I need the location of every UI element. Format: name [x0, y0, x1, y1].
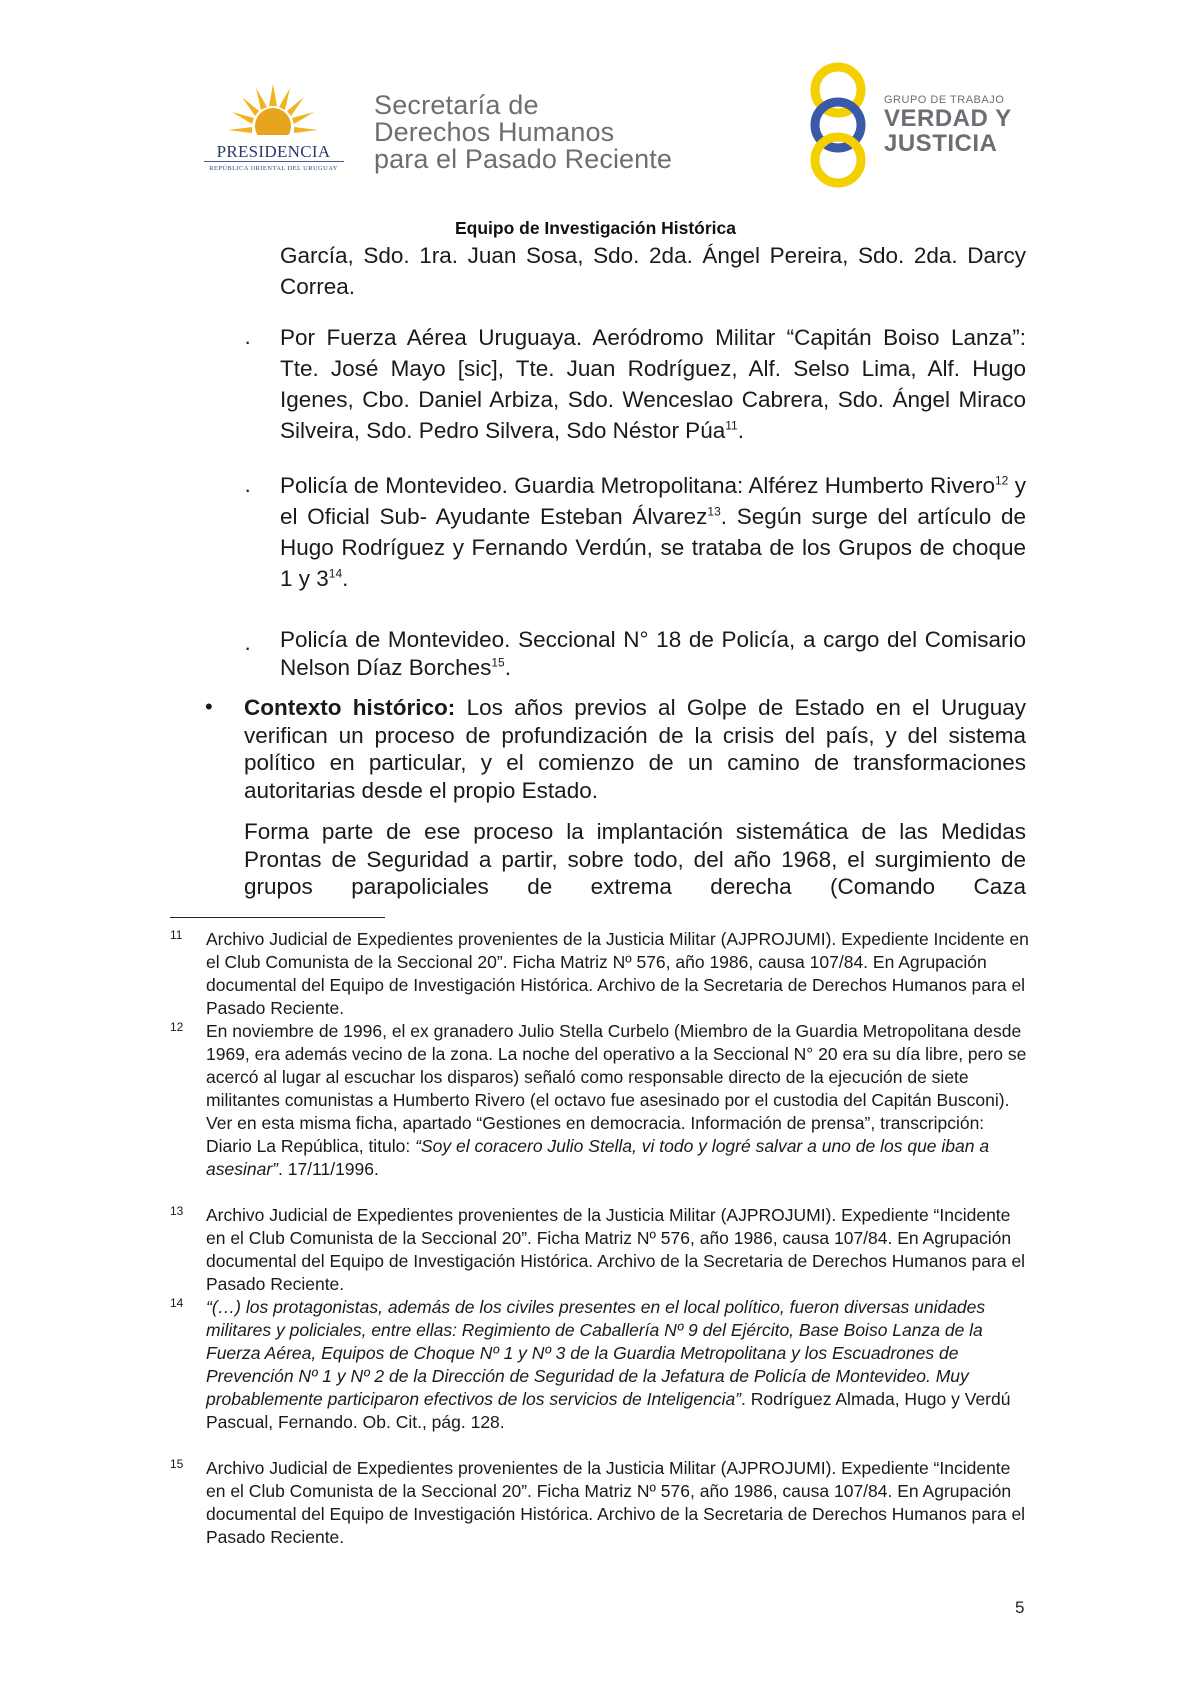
- bullet-dot: ·: [244, 329, 252, 354]
- footnote-text: Archivo Judicial de Expedientes provenientes de la Justicia Militar (AJPROJUMI). Expediente “Incidente en el Club Comunista de la Seccional 20”. Ficha Matriz Nº 576, año 1986, causa 107/84. En Agrupación documental del Equipo de Investigación Histórica. Archivo de la Secretaria de Derechos Humanos para el Pasado Reciente.: [206, 1205, 1026, 1294]
- footnote-italic: “Soy el coracero Julio Stella, vi todo y logré salvar a uno de los que iban a asesinar”: [206, 1136, 990, 1179]
- footnote-body: En noviembre de 1996, el ex granadero Julio Stella Curbelo (Miembro de la Guardia Metropolitana desde 1969, era además vecino de la zona. La noche del operativo a la Seccional N° 20 era su día libre, pero se acercó al lugar al escuchar los disparos) señaló como responsable directo de la ejecución de siete militantes comunistas a Humberto Rivero (el octavo fue asesinado por el custodia del Capitán Busconi). Ver en esta misma ficha, apartado “Gestiones en democracia. Información de prensa”, transcripción: Diario La República, titulo:: [206, 1021, 1027, 1156]
- list-item-text: Policía de Montevideo. Guardia Metropolitana: Alférez Humberto Rivero: [280, 473, 995, 498]
- sun-icon: [226, 80, 321, 142]
- list-item: [280, 470, 1026, 594]
- footnote-number: 15: [170, 1457, 184, 1471]
- context-paragraph-2: Forma parte de ese proceso la implantación sistemática de las Medidas Prontas de Seguridad a partir, sobre todo, del año 1968, el surgimiento de grupos parapoliciales de extrema derecha (Comando Caza: [244, 819, 1026, 899]
- footnote-ref: 13: [707, 504, 721, 519]
- list-item: [280, 626, 1026, 681]
- footnote-text: [206, 1296, 1030, 1434]
- presidencia-logo: [196, 80, 351, 180]
- bullet-dot: ·: [244, 635, 252, 660]
- secretaria-line1: Secretaría de: [374, 90, 539, 120]
- footnote-ref: 14: [328, 566, 343, 581]
- list-item-text: Policía de Montevideo. Seccional N° 18 de Policía, a cargo del Comisario Nelson Díaz Borches: [280, 627, 1026, 680]
- footnote-text: [206, 1020, 1030, 1181]
- team-title: Equipo de Investigación Histórica: [454, 218, 737, 238]
- secretaria-line2: Derechos Humanos: [374, 117, 615, 147]
- footnote-ref: 15: [491, 655, 505, 669]
- footnote-number: 14: [170, 1296, 184, 1310]
- footnote-number: 12: [170, 1020, 184, 1034]
- presidencia-name: PRESIDENCIA: [216, 142, 331, 161]
- page-number: 5: [1015, 1598, 1025, 1617]
- footnote-number: 11: [170, 928, 183, 942]
- secretaria-title: [374, 92, 672, 173]
- continuation-paragraph: García, Sdo. 1ra. Juan Sosa, Sdo. 2da. Ángel Pereira, Sdo. 2da. Darcy Correa.: [280, 243, 1026, 299]
- bullet-disc: •: [205, 694, 213, 719]
- grupo-line3: JUSTICIA: [884, 130, 998, 157]
- presidencia-subtitle: REPÚBLICA ORIENTAL DEL URUGUAY: [209, 165, 338, 172]
- footnote-tail: . 17/11/1996.: [277, 1159, 379, 1179]
- bullet-dot: ·: [244, 477, 252, 502]
- list-item-text: . Según surge del artículo de Hugo Rodríguez y Fernando Verdún, se trataba de los Grupos de choque 1 y 3: [280, 504, 1026, 591]
- context-text: Los años previos al Golpe de Estado en el Uruguay verifican un proceso de profundización de la crisis del país, y del sistema político en particular, y el comienzo de un camino de transformaciones autoritarias desde el propio Estado.: [244, 695, 1027, 803]
- list-item-text: y el Oficial Sub- Ayudante Esteban Álvarez: [280, 473, 1026, 529]
- grupo-trabajo-logo: [806, 60, 1036, 190]
- linked-rings-icon: [806, 60, 886, 190]
- list-item-tail: .: [737, 418, 744, 443]
- footnote-text: Archivo Judicial de Expedientes provenientes de la Justicia Militar (AJPROJUMI). Expediente Incidente en el Club Comunista de la Seccional 20”. Ficha Matriz Nº 576, año 1986, causa 107/84. En Agrupación documental del Equipo de Investigación Histórica. Archivo de la Secretaria de Derechos Humanos para el Pasado Reciente.: [206, 929, 1029, 1018]
- context-paragraph: [244, 694, 1026, 804]
- footnote-tail: . Rodríguez Almada, Hugo y Verdú Pascual, Fernando. Ob. Cit., pág. 128.: [206, 1389, 1011, 1432]
- footnote-italic: “(…) los protagonistas, además de los civiles presentes en el local político, fueron diversas unidades militares y policiales, entre ellas: Regimiento de Caballería Nº 9 del Ejército, Base Boiso Lanza de la Fuerza Aérea, Equipos de Choque Nº 1 y Nº 3 de la Guardia Metropolitana y los Escuadrones de Prevención Nº 1 y Nº 2 de la Dirección de Seguridad de la Jefatura de Policía de Montevideo. Muy probablemente participaron efectivos de los servicios de Inteligencia”: [206, 1297, 986, 1409]
- footnote-ref: 12: [995, 473, 1009, 488]
- footnote-number: 13: [170, 1204, 184, 1218]
- footnote-ref: 11: [725, 418, 738, 433]
- footnote-separator: [170, 917, 385, 918]
- grupo-line1: GRUPO DE TRABAJO: [884, 94, 1005, 106]
- footnote-text: Archivo Judicial de Expedientes provenientes de la Justicia Militar (AJPROJUMI). Expediente “Incidente en el Club Comunista de la Seccional 20”. Ficha Matriz Nº 576, año 1986, causa 107/84. En Agrupación documental del Equipo de Investigación Histórica. Archivo de la Secretaria de Derechos Humanos para el Pasado Reciente.: [206, 1458, 1026, 1547]
- grupo-trabajo-text: [884, 94, 1012, 156]
- list-item-tail: .: [342, 566, 349, 591]
- list-item-text: Por Fuerza Aérea Uruguaya. Aeródromo Militar “Capitán Boiso Lanza”: Tte. José Mayo [sic], Tte. Juan Rodríguez, Alf. Selso Lima, Alf. Hugo Igenes, Cbo. Daniel Arbiza, Sdo. Wenceslao Cabrera, Sdo. Ángel Miraco Silveira, Sdo. Pedro Silvera, Sdo Néstor Púa: [280, 325, 1026, 443]
- grupo-line2: VERDAD Y: [884, 105, 1012, 132]
- secretaria-line3: para el Pasado Reciente: [374, 144, 672, 174]
- context-label: Contexto histórico:: [244, 695, 456, 720]
- list-item-tail: .: [504, 654, 511, 680]
- list-item: [280, 322, 1026, 446]
